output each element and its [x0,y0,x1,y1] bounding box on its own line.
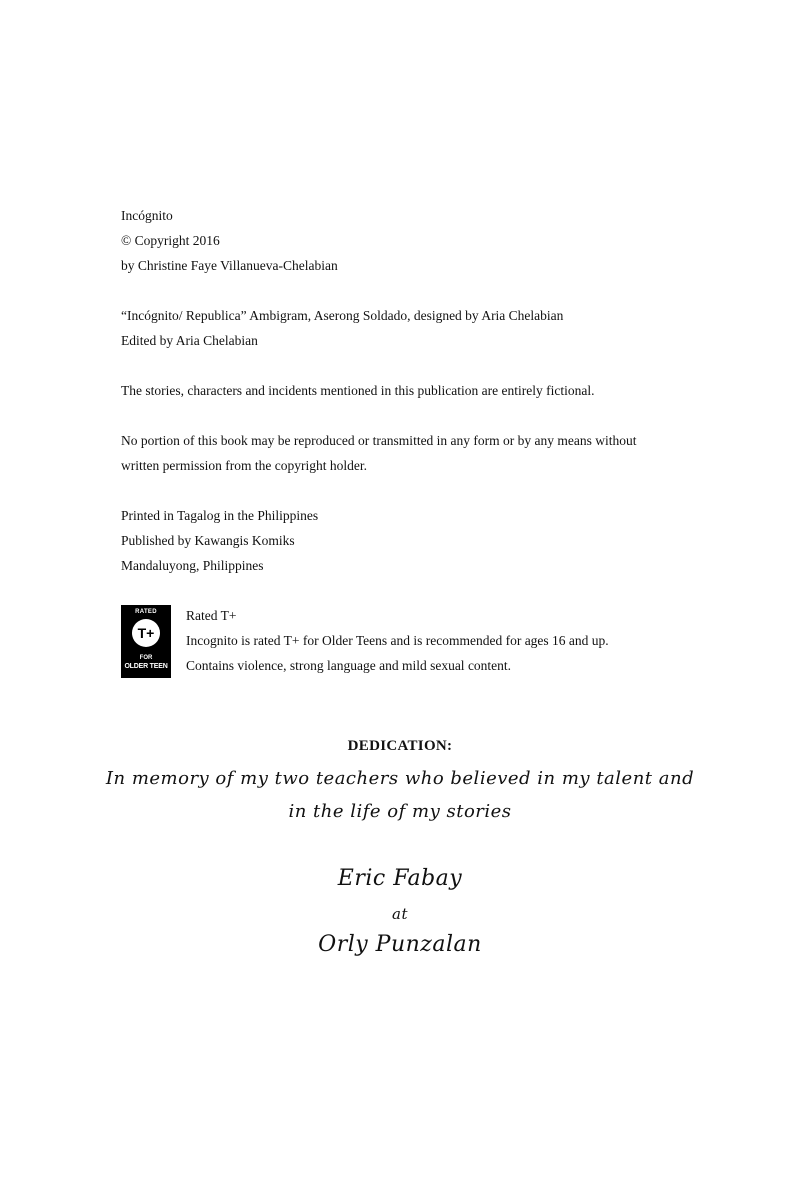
rating-label: Rated T+ [186,608,237,623]
rating-badge-for-text: FOR [139,655,153,661]
rating-symbol-icon: T+ [132,619,160,647]
ambigram-credit: “Incógnito/ Republica” Ambigram, Aserong Soldado, designed by Aria Chelabian [121,308,564,323]
rating-badge-top-text: RATED [135,609,157,615]
dedication-line-1: In memory of my two teachers who believed in my talent and [105,768,695,789]
dedication-connector: at [392,905,408,923]
location-line: Mandaluyong, Philippines [121,558,264,573]
rating-content-warning: Contains violence, strong language and mild sexual content. [186,658,512,673]
book-title: Incógnito [121,208,173,223]
dedication-heading: DEDICATION: [347,738,453,754]
editor-credit: Edited by Aria Chelabian [121,333,258,348]
copyright-notice: © Copyright 2016 [121,233,220,248]
dedicatee-name-1: Eric Fabay [337,866,463,891]
permission-line-2: written permission from the copyright holder. [121,458,367,473]
publisher-line: Published by Kawangis Komiks [121,533,295,548]
dedicatee-name-2: Orly Punzalan [318,932,482,957]
fiction-disclaimer: The stories, characters and incidents mentioned in this publication are entirely fictional. [121,383,595,398]
rating-description: Incognito is rated T+ for Older Teens and is recommended for ages 16 and up. [186,633,609,648]
printed-line: Printed in Tagalog in the Philippines [121,508,319,523]
rating-badge [121,605,171,678]
dedication-line-2: in the life of my stories [288,801,512,822]
rating-badge-bottom-text: OLDER TEEN [124,663,168,670]
author-line: by Christine Faye Villanueva-Chelabian [121,258,338,273]
permission-line-1: No portion of this book may be reproduced or transmitted in any form or by any means without [121,433,637,448]
